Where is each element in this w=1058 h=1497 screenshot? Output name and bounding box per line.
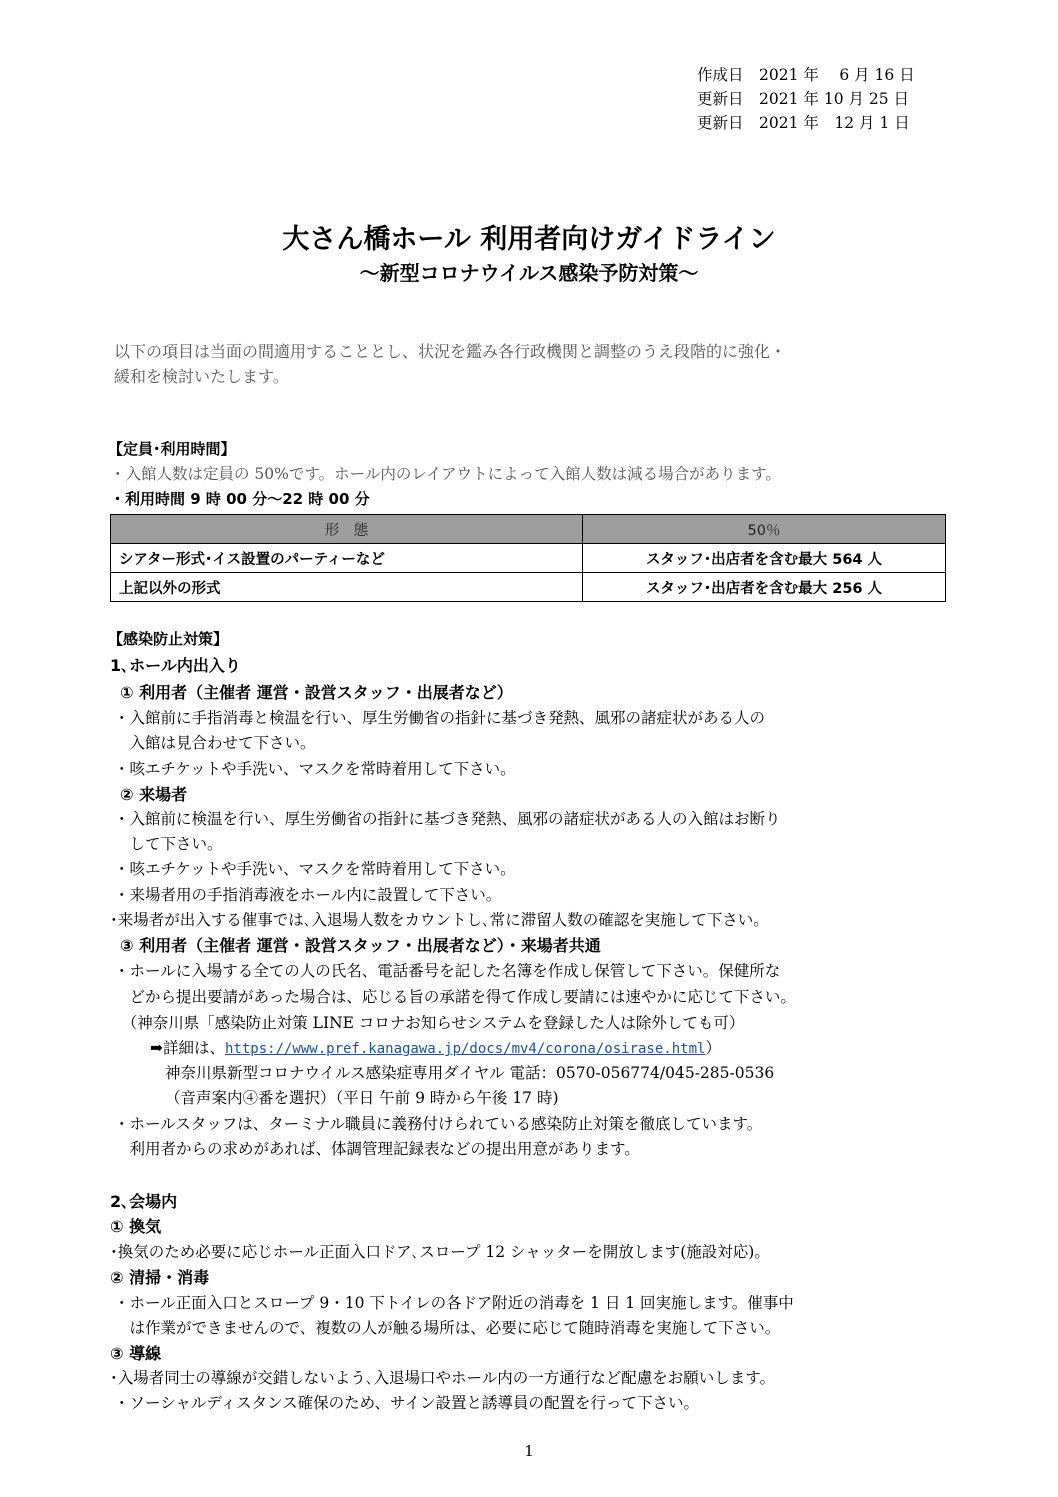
subsection-heading: ③ 導線 [110,1344,162,1363]
updated-date: 更新日 2021 年 10 月 25 日 [697,90,910,108]
subsection-heading: ① 換気 [110,1217,162,1236]
detail-link[interactable]: https://www.pref.kanagawa.jp/docs/mv4/corona/osirase.html [225,1041,706,1057]
list-item: ・ソーシャルディスタンス確保のため、サイン設置と誘導員の配置を行って下さい。 [114,1394,699,1412]
list-item: 入館は見合わせて下さい。 [114,734,316,752]
list-item: ･換気のため必要に応じホール正面入口ドア､スロープ 12 シャッターを開放します(施設対応)。 [110,1243,770,1261]
capacity-note: ・入館人数は定員の 50%です。ホール内のレイアウトによって入館人数は減る場合があります。 [110,465,781,483]
list-item: 利用者からの求めがあれば、体調管理記録表などの提出用意があります。 [114,1140,640,1158]
list-item: して下さい。 [114,835,223,853]
list-item: ・来場者用の手指消毒液をホール内に設置して下さい。 [114,886,502,904]
subsection-heading: ② 来場者 [120,785,188,804]
list-item: ・咳エチケットや手洗い、マスクを常時着用して下さい。 [114,860,516,878]
detail-suffix: ） [705,1039,721,1057]
list-item: ・入館前に検温を行い、厚生労働省の指針に基づき発熱、風邪の諸症状がある人の入館はお断り [114,810,781,828]
prevention-heading: 【感染防止対策】 [108,630,229,648]
table-header-row [111,515,946,544]
list-item: （神奈川県「感染防止対策 LINE コロナお知らせシステムを登録した人は除外しても可） [114,1014,745,1032]
list-item: ・ホール正面入口とスロープ 9・10 下トイレの各ドア附近の消毒を 1 日 1 回実施します。催事中 [114,1294,794,1312]
capacity-table [110,514,946,602]
hours-line: ・利用時間 9 時 00 分～22 時 00 分 [110,490,370,508]
updated-date: 更新日 2021 年 12 月 1 日 [697,114,910,132]
list-item: ･入場者同士の導線が交錯しないよう､入退場口やホール内の一方通行など配慮をお願いします。 [110,1369,775,1387]
subsection-heading: ① 利用者（主催者 運営・設営スタッフ・出展者など） [120,683,513,702]
list-item: どから提出要請があった場合は、応じる旨の承諾を得て作成し要請には速やかに応じて下さい。 [114,988,796,1006]
subsection-heading: ② 清掃・消毒 [110,1268,210,1287]
section-heading: 1､ホール内出入り [110,656,241,675]
list-item: ・咳エチケットや手洗い、マスクを常時着用して下さい。 [114,760,516,778]
table-header: 50％ [583,515,946,544]
intro-line: 以下の項目は当面の間適用することとし、状況を鑑み各行政機関と調整のうえ段階的に強化・ [114,342,787,361]
table-header: 形 態 [111,515,583,544]
detail-line [150,1039,721,1058]
table-cell: スタッフ･出店者を含む最大 564 人 [583,544,946,573]
table-cell: スタッフ･出店者を含む最大 256 人 [583,573,946,602]
table-cell: 上記以外の形式 [111,573,583,602]
table-row [111,544,946,573]
list-item: ・ホールに入場する全ての人の氏名、電話番号を記した名簿を作成し保管して下さい。保健所な [114,962,781,980]
page-subtitle: ～新型コロナウイルス感染予防対策～ [359,261,699,285]
list-item: ・ホールスタッフは、ターミナル職員に義務付けられている感染防止対策を徹底しています。 [114,1115,763,1133]
page-title: 大さん橋ホール 利用者向けガイドライン [282,224,776,255]
created-date: 作成日 2021 年 6 月 16 日 [697,66,915,84]
list-item: ･来場者が出入する催事では､入退場人数をカウントし､常に滞留人数の確認を実施して下さい。 [110,911,769,929]
detail-prefix: ➡詳細は、 [150,1039,225,1057]
list-item: は作業ができませんので、複数の人が触る場所は、必要に応じて随時消毒を実施して下さい。 [114,1319,781,1337]
hotline-line: 神奈川県新型コロナウイルス感染症専用ダイヤル 電話：0570-056774/045-285-0536 [165,1064,775,1082]
table-row [111,573,946,602]
capacity-heading: 【定員･利用時間】 [108,440,236,458]
list-item: ・入館前に手指消毒と検温を行い、厚生労働省の指針に基づき発熱、風邪の諸症状がある人の [114,709,766,727]
subsection-heading: ③ 利用者（主催者 運営・設営スタッフ・出展者など）・来場者共通 [120,936,601,955]
table-cell: シアター形式･イス設置のパーティーなど [111,544,583,573]
document-dates [697,63,915,135]
intro-line: 緩和を検討いたします。 [114,367,289,386]
page-number: 1 [524,1442,534,1460]
section-heading: 2､会場内 [110,1192,178,1211]
hotline-note: （音声案内④番を選択）（平日 午前 9 時から午後 17 時) [165,1089,559,1107]
